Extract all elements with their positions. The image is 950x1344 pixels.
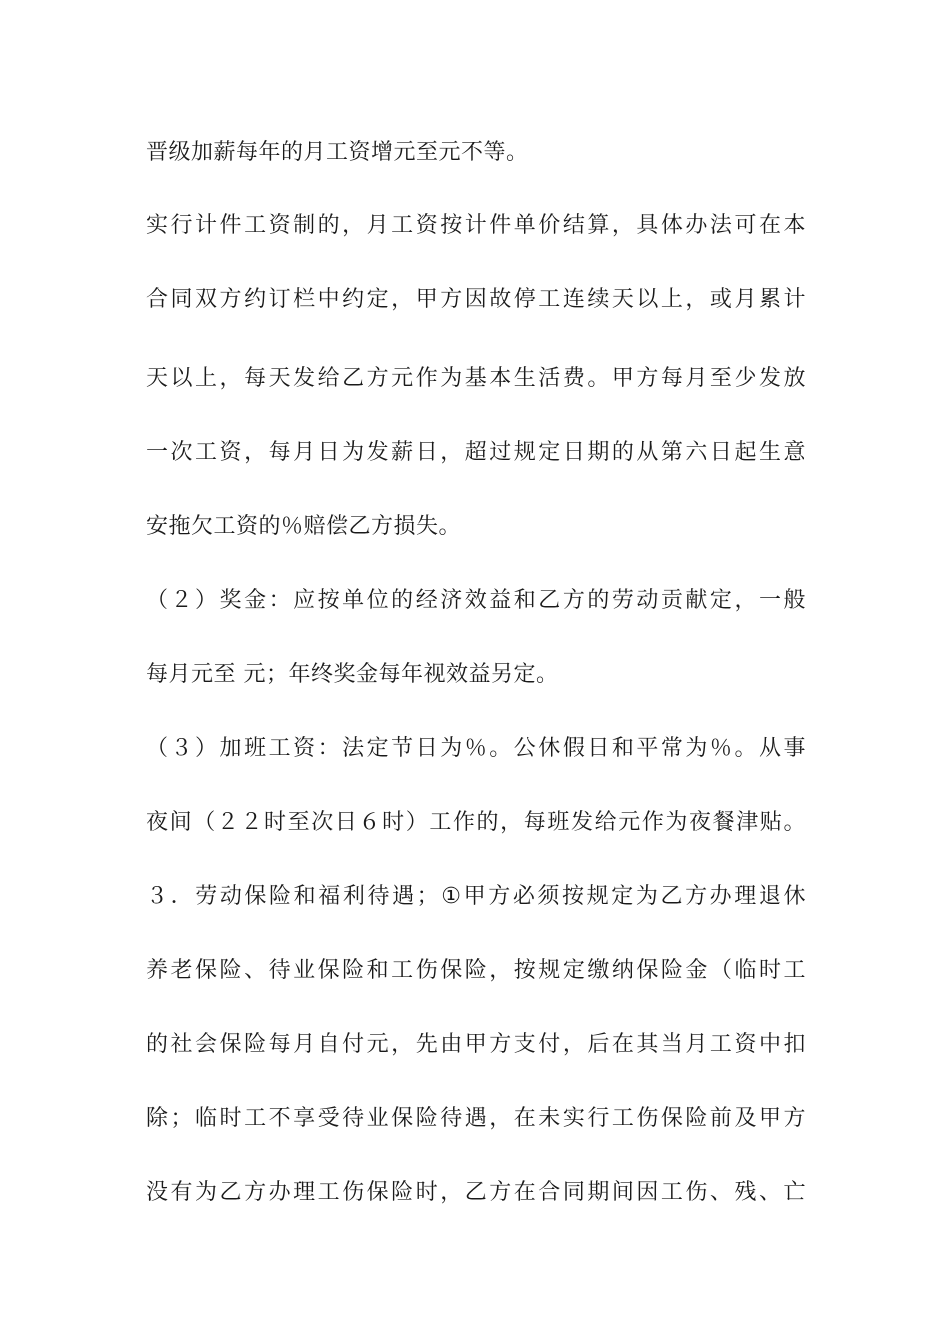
text-line-5: 一次工资，每月日为发薪日，超过规定日期的从第六日起生意: [146, 440, 806, 465]
text-line-3: 合同双方约订栏中约定，甲方因故停工连续天以上，或月累计: [146, 287, 806, 312]
text-line-15: 没有为乙方办理工伤保险时，乙方在合同期间因工伤、残、亡: [146, 1180, 806, 1205]
text-line-6: 安拖欠工资的％赔偿乙方损失。: [146, 514, 462, 539]
text-line-12: 养老保险、待业保险和工伤保险，按规定缴纳保险金（临时工: [146, 958, 806, 983]
text-line-7: （２）奖金：应按单位的经济效益和乙方的劳动贡献定，一般: [146, 588, 806, 613]
text-line-1: 晋级加薪每年的月工资增元至元不等。: [146, 140, 529, 165]
text-line-9: （３）加班工资：法定节日为％。公休假日和平常为％。从事: [146, 736, 806, 761]
text-line-11: ３．劳动保险和福利待遇；①甲方必须按规定为乙方办理退休: [146, 884, 806, 909]
text-line-10: 夜间（２２时至次日６时）工作的，每班发给元作为夜餐津贴。: [146, 810, 806, 835]
text-line-13: 的社会保险每月自付元，先由甲方支付，后在其当月工资中扣: [146, 1032, 806, 1057]
text-line-14: 除；临时工不享受待业保险待遇，在未实行工伤保险前及甲方: [146, 1106, 806, 1131]
text-line-8: 每月元至 元；年终奖金每年视效益另定。: [146, 662, 559, 687]
text-line-2: 实行计件工资制的，月工资按计件单价结算，具体办法可在本: [146, 213, 806, 238]
text-line-4: 天以上，每天发给乙方元作为基本生活费。甲方每月至少发放: [146, 366, 806, 391]
